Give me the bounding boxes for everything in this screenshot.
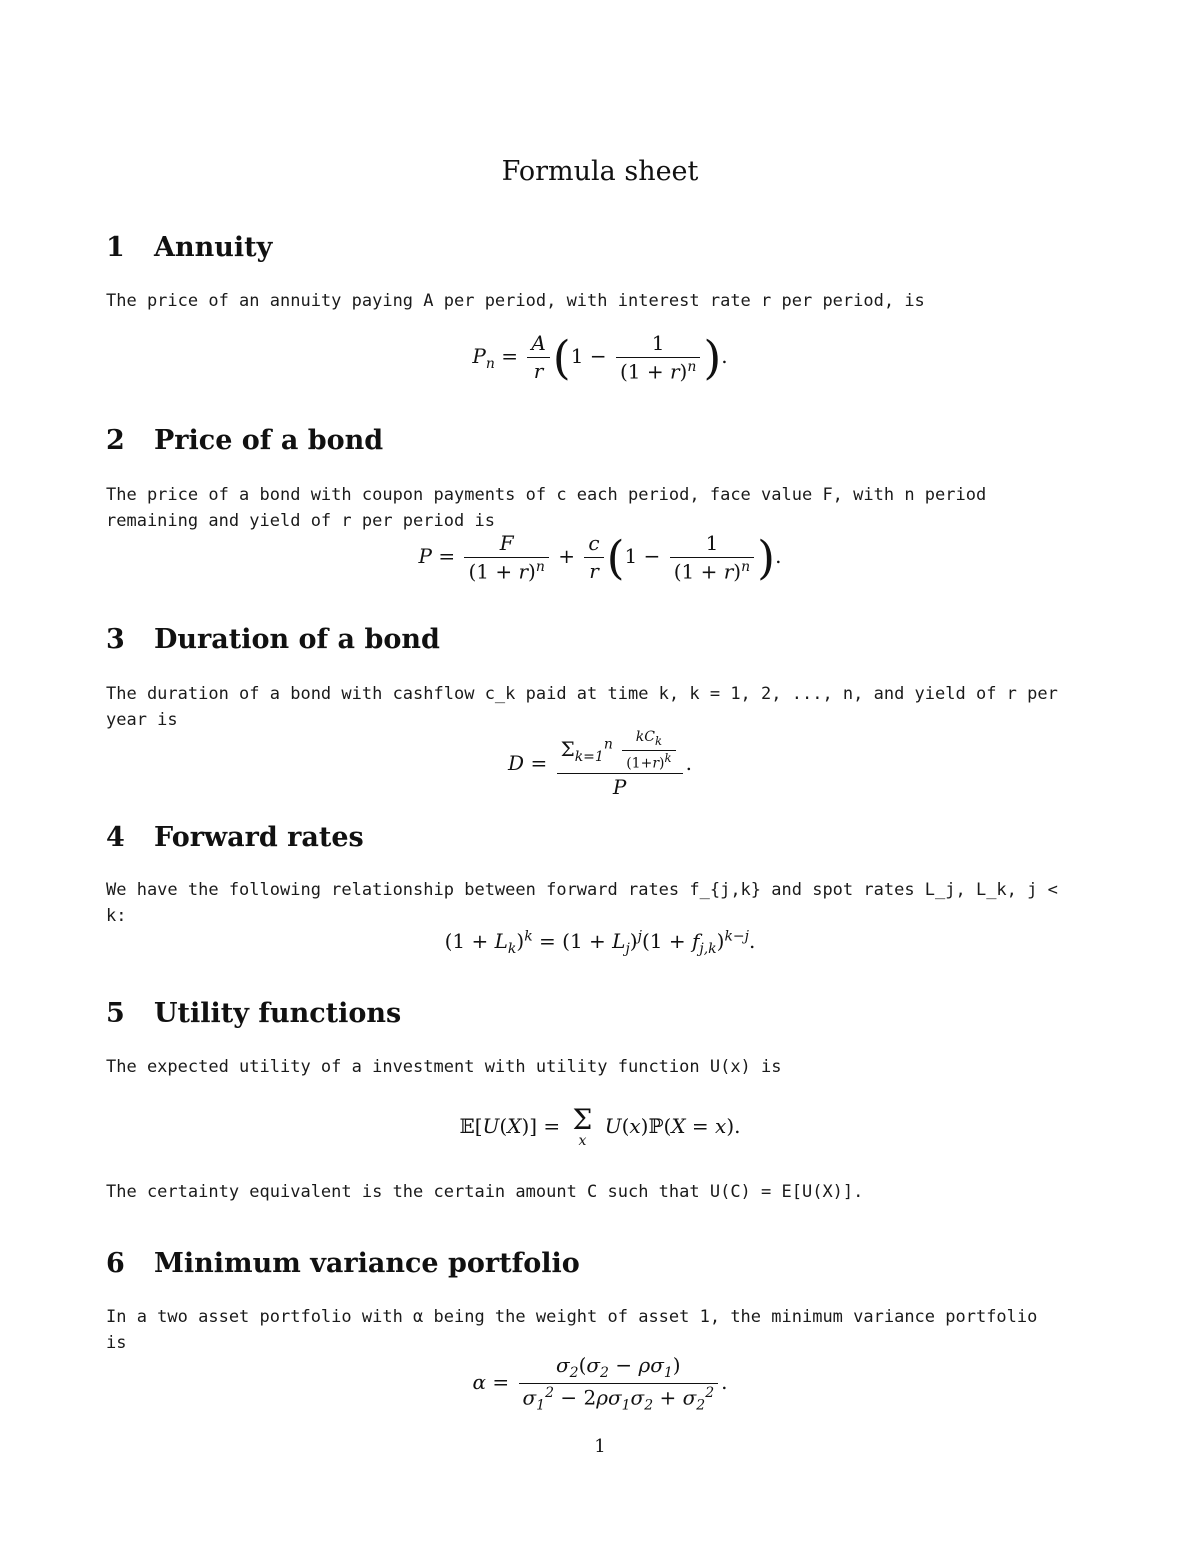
section-number: 5 (106, 998, 125, 1029)
forward-rates-equation (0, 928, 1200, 957)
section-title: Annuity (154, 232, 273, 263)
section-heading-annuity (106, 232, 272, 263)
equation-text: 𝔼[U(X)] = Σ x U(x)ℙ(X = x). (459, 1103, 741, 1149)
certainty-equivalent-description: The certainty equivalent is the certain amount C such that U(C) = E[U(X)]. (106, 1182, 864, 1202)
section-heading-utility (106, 998, 401, 1029)
section-number: 4 (106, 822, 125, 853)
section-number: 3 (106, 624, 125, 655)
annuity-description: The price of an annuity paying A per period, with interest rate r per period, is (106, 291, 925, 311)
min-variance-description: In a two asset portfolio with α being the weight of asset 1, the minimum variance portfolio is (106, 1307, 1038, 1353)
section-heading-bond-price (106, 425, 383, 456)
section-title: Forward rates (154, 822, 364, 853)
section-title: Minimum variance portfolio (154, 1248, 580, 1279)
utility-description: The expected utility of a investment with utility function U(x) is (106, 1057, 782, 1077)
bond-price-description: The price of a bond with coupon payments of c each period, face value F, with n period remaining and yield of r per period is (106, 485, 987, 531)
section-number: 6 (106, 1248, 125, 1279)
page-number: 1 (594, 1436, 606, 1457)
section-title: Price of a bond (154, 425, 384, 456)
equation-text: α = $\frac{\sigma_2(\sigma_2 - \rho\sigma_1)}{\sigma_1^2 - 2\rho\sigma_1\sigma_2 + \sigma_2^2}$ . (472, 1353, 728, 1414)
section-heading-duration (106, 624, 440, 655)
page-title: Formula sheet (501, 156, 699, 187)
section-heading-forward-rates (106, 822, 364, 853)
section-heading-min-variance (106, 1248, 580, 1279)
bond-price-equation (0, 530, 1200, 586)
annuity-equation (0, 330, 1200, 386)
section-number: 1 (106, 232, 125, 263)
section-number: 2 (106, 425, 125, 456)
section-title: Utility functions (154, 998, 402, 1029)
duration-equation (0, 728, 1200, 801)
duration-description: The duration of a bond with cashflow c_k paid at time k, k = 1, 2, ..., n, and yield of r per year is (106, 684, 1058, 730)
min-variance-equation (0, 1352, 1200, 1415)
forward-rates-description: We have the following relationship between forward rates f_{j,k} and spot rates L_j, L_k, j < k: (106, 880, 1058, 926)
equation-text: $(1 + L_k)^k = (1 + L_j)^j(1 + f_{j,k})^{k-j}$. (444, 928, 756, 957)
section-title: Duration of a bond (154, 624, 440, 655)
equation-text: D = $\Sigma_{k=1}^n$ $\frac{kC_k}{(1+r)^k}$ P . (508, 729, 692, 800)
utility-equation (0, 1103, 1200, 1149)
equation-text: $P_n$ = $\frac{A}{r}$ (1 − $\frac{1}{(1 + r)^n}$ ). (472, 330, 728, 385)
equation-text: P = $\frac{F}{(1 + r)^n}$ + $\frac{c}{r}$ (1 − $\frac{1}{(1 + r)^n}$ ). (418, 530, 782, 585)
